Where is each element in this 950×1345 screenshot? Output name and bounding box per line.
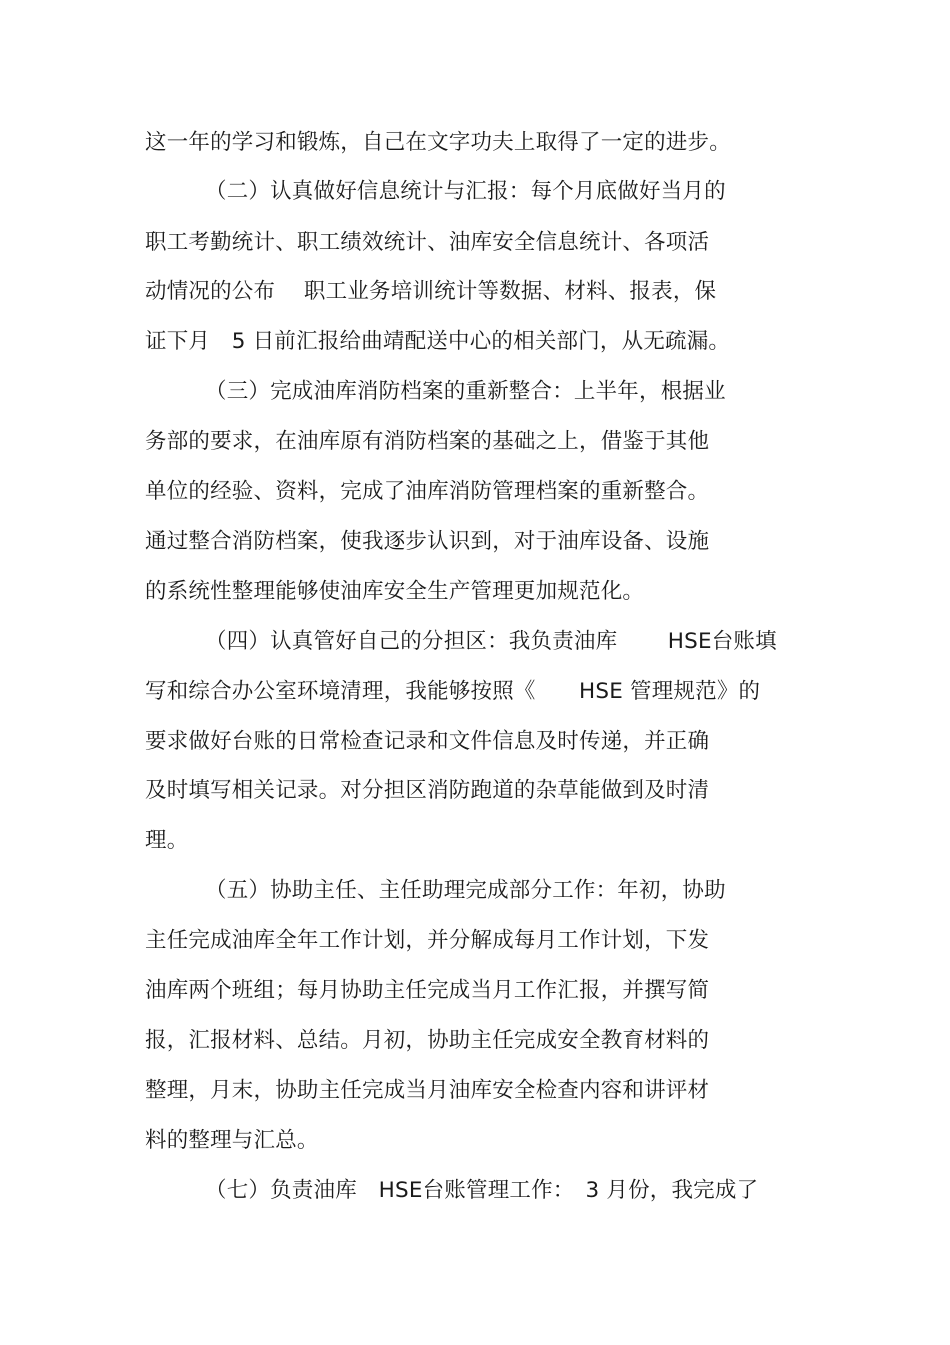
text-line: 油库两个班组；每月协助主任完成当月工作汇报，并撰写简 [145,978,710,1003]
paragraph-heading: （四）认真管好自己的分担区：我负责油库 HSE台账填 [205,629,777,654]
paragraph-heading: （三）完成油库消防档案的重新整合：上半年，根据业 [205,379,726,404]
text-line: 证下月 5 日前汇报给曲靖配送中心的相关部门，从无疏漏。 [145,329,731,354]
text-line: 整理，月末，协助主任完成当月油库安全检查内容和讲评材 [145,1078,710,1103]
text-line: 的系统性整理能够使油库安全生产管理更加规范化。 [145,579,645,604]
text-line: 通过整合消防档案，使我逐步认识到，对于油库设备、设施 [145,529,710,554]
paragraph-heading: （二）认真做好信息统计与汇报：每个月底做好当月的 [205,179,726,204]
text-line: 料的整理与汇总。 [145,1128,319,1153]
text-line: 理。 [145,828,189,853]
text-line: 务部的要求，在油库原有消防档案的基础之上，借鉴于其他 [145,429,710,454]
text-line: 这一年的学习和锻炼，自己在文字功夫上取得了一定的进步。 [145,130,731,155]
paragraph-heading: （五）协助主任、主任助理完成部分工作：年初，协助 [205,878,726,903]
text-line: 写和综合办公室环境清理，我能够按照《 HSE 管理规范》的 [145,679,761,704]
text-line: 单位的经验、资料，完成了油库消防管理档案的重新整合。 [145,479,710,504]
text-line: 报，汇报材料、总结。月初，协助主任完成安全教育材料的 [145,1028,710,1053]
text-line: 及时填写相关记录。对分担区消防跑道的杂草能做到及时清 [145,778,710,803]
text-line: 动情况的公布 职工业务培训统计等数据、材料、报表，保 [145,279,717,304]
text-line: 职工考勤统计、职工绩效统计、油库安全信息统计、各项活 [145,230,710,255]
text-line: 主任完成油库全年工作计划，并分解成每月工作计划，下发 [145,928,710,953]
paragraph-heading: （七）负责油库 HSE台账管理工作： 3 月份，我完成了 [205,1178,759,1203]
text-line: 要求做好台账的日常检查记录和文件信息及时传递，并正确 [145,729,710,754]
